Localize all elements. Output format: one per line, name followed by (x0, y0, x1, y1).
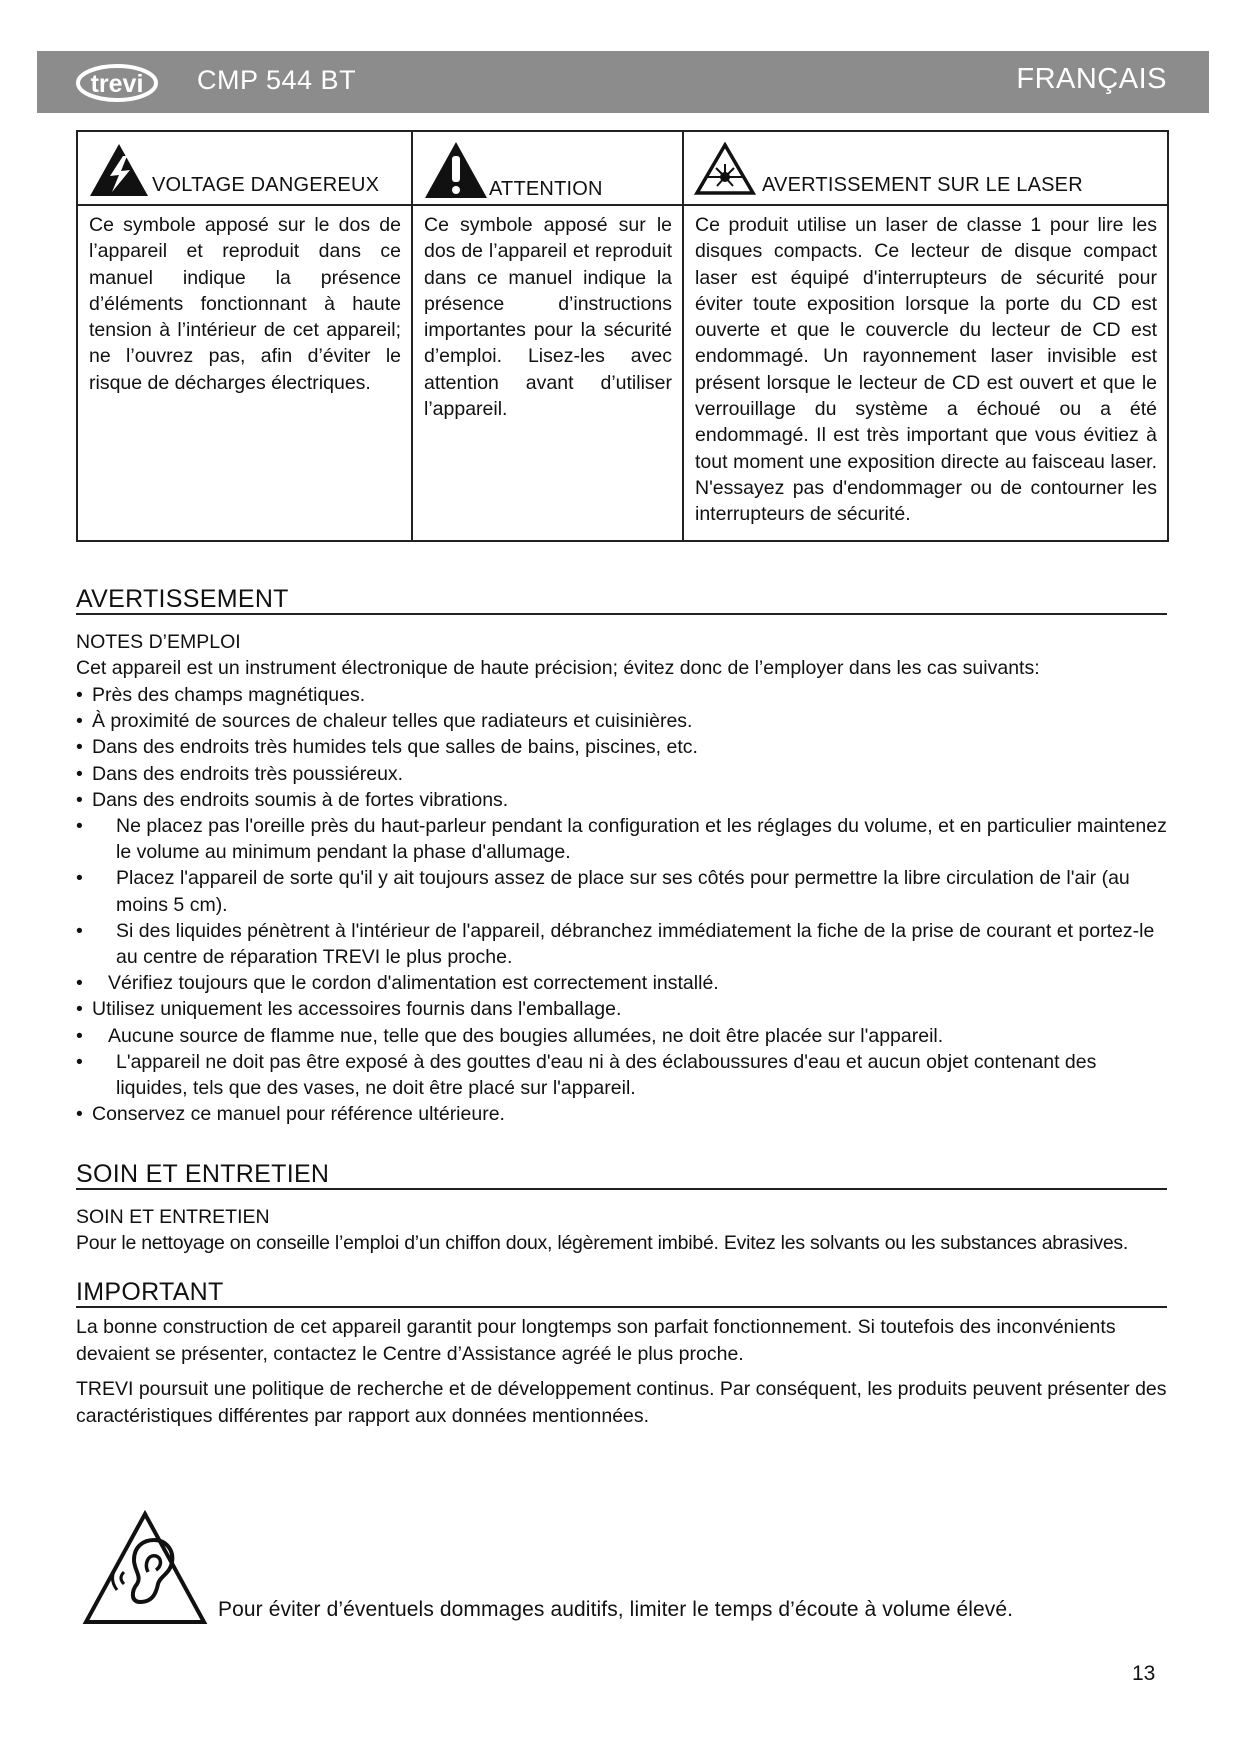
notes-intro: Cet appareil est un instrument électronique de haute précision; évitez donc de l’employer dans les cas suivants: (76, 657, 1040, 679)
list-item: • L'appareil ne doit pas être exposé à des gouttes d'eau ni à des éclaboussures d'eau et aucun objet contenant des liquides, tels que des vases, ne doit être placé sur l'appareil. (76, 1050, 1097, 1100)
page-header (37, 51, 1209, 113)
section-title-important: IMPORTANT (76, 1278, 1167, 1308)
list-item: • Dans des endroits très poussiéreux. (76, 762, 404, 785)
soin-subtitle: SOIN ET ENTRETIEN (76, 1206, 270, 1228)
lightning-bolt-triangle-icon (88, 142, 150, 198)
svg-text:trevi: trevi (90, 70, 144, 98)
important-paragraph-1: La bonne construction de cet appareil garantit pour longtemps son parfait fonctionnement. Si toutefois des inconvénients devaient se présenter, contactez le Centre d’Assistance agréé le plus proche. (76, 1316, 1116, 1365)
hearing-warning (82, 1510, 1082, 1630)
important-section (76, 1278, 1167, 1430)
list-item: • Ne placez pas l'oreille près du haut-parleur pendant la configuration et les réglages du volume, et en particulier maintenez le volume au minimum pendant la phase d'allumage. (76, 815, 1167, 864)
attention-header-cell (412, 131, 683, 205)
section-title-soin: SOIN ET ENTRETIEN (76, 1160, 1167, 1190)
voltage-title: VOLTAGE DANGEREUX (152, 174, 380, 196)
attention-title: ATTENTION (489, 178, 603, 200)
list-item: • Si des liquides pénètrent à l'intérieur de l'appareil, débranchez immédiatement la fiche de la prise de courant et portez-le au centre de réparation TREVI le plus proche. (76, 919, 1155, 969)
list-item: • Vérifiez toujours que le cordon d'alimentation est correctement installé. (76, 972, 719, 995)
list-item: • Conservez ce manuel pour référence ultérieure. (76, 1103, 505, 1126)
list-item: • À proximité de sources de chaleur telles que radiateurs et cuisinières. (76, 710, 693, 733)
list-item: • Aucune source de flamme nue, telle que des bougies allumées, ne doit être placée sur l'appareil. (76, 1024, 944, 1047)
notes-subtitle: NOTES D’EMPLOI (76, 631, 241, 653)
section-title-avertissement: AVERTISSEMENT (76, 585, 1167, 615)
model-name: CMP 544 BT (197, 65, 357, 95)
list-item: • Dans des endroits très humides tels que salles de bains, piscines, etc. (76, 736, 698, 759)
soin-text: Pour le nettoyage on conseille l’emploi d’un chiffon doux, légèrement imbibé. Evitez les solvants ou les substances abrasives. (76, 1232, 1129, 1254)
important-paragraph-2: TREVI poursuit une politique de recherche et de développement continus. Par conséquent, les produits peuvent présenter des caractéristiques différentes par rapport aux données mentionnées. (76, 1378, 1167, 1427)
trevi-logo (75, 63, 159, 103)
warning-symbols-table (76, 130, 1169, 542)
hearing-warning-text: Pour éviter d’éventuels dommages auditifs, limiter le temps d’écoute à volume élevé. (218, 1598, 1014, 1621)
laser-triangle-icon (694, 142, 756, 196)
page-number: 13 (1132, 1662, 1156, 1685)
list-item: • Placez l'appareil de sorte qu'il y ait toujours assez de place sur ses côtés pour permettre la libre circulation de l'air (au moins 5 cm). (76, 867, 1130, 916)
avertissement-section (76, 585, 1167, 1127)
ear-warning-triangle-icon (82, 1510, 208, 1626)
language-label: FRANÇAIS (1016, 63, 1167, 95)
attention-description: Ce symbole apposé sur le dos de l’appareil et reproduit dans ce manuel indique la présence d’instructions importantes pour la sécurité d’emploi. Lisez-les avec attention avant d’utiliser l’appareil. (412, 205, 683, 541)
laser-description: Ce produit utilise un laser de classe 1 pour lire les disques compacts. Ce lecteur de disque compact laser est équipé d'interrupteurs de sécurité pour éviter toute exposition lorsque la porte du CD est ouverte et que le couvercle du lecteur de CD est endommagé. Un rayonnement laser invisible est présent lorsque le lecteur de CD est ouvert et que le verrouillage du système a échoué ou a été endommagé. Il est très important que vous évitiez à tout moment une exposition directe au faisceau laser. N'essayez pas d'endommager ou de contourner les interrupteurs de sécurité. (683, 205, 1168, 541)
laser-header-cell (683, 131, 1168, 205)
exclamation-triangle-icon (423, 140, 489, 200)
voltage-header-cell (77, 131, 412, 205)
laser-title: AVERTISSEMENT SUR LE LASER (762, 174, 1083, 196)
soin-section (76, 1160, 1167, 1256)
notes-list (76, 682, 1167, 1127)
voltage-description: Ce symbole apposé sur le dos de l’appareil et reproduit dans ce manuel indique la présence d’éléments fonctionnant à haute tension à l’intérieur de cet appareil; ne l’ouvrez pas, afin d’éviter le risque de décharges électriques. (77, 205, 412, 541)
list-item: • Utilisez uniquement les accessoires fournis dans l'emballage. (76, 998, 622, 1021)
list-item: • Dans des endroits soumis à de fortes vibrations. (76, 788, 509, 811)
list-item: • Près des champs magnétiques. (76, 684, 366, 706)
